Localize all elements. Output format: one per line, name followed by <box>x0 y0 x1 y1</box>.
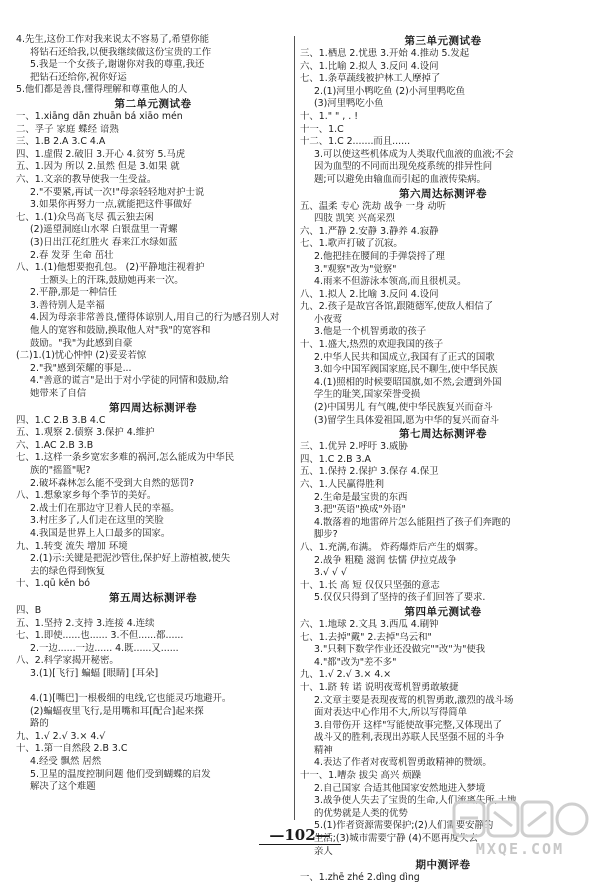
answer-line: 脚步? <box>314 529 338 541</box>
answer-line: 2.战士们在那边守卫着人民的幸福。 <box>30 502 180 514</box>
answer-line: 十、1.盛大,热烈的欢迎我国的孩子 <box>300 339 444 351</box>
answer-line: 鼓励。"我"为此感到自豪 <box>30 337 133 349</box>
answer-line: 八、1.(1)他想要抱孔包。 (2)平静地注视着护 <box>16 262 205 274</box>
answer-line: 2.破坏森林怎么能不受到大自然的惩罚? <box>30 477 194 489</box>
answer-line: 四、1.虚假 2.破旧 3.开心 4.贫穷 5.马虎 <box>16 148 186 160</box>
answer-line: 4.因为母亲非常善良,懂得体谅别人,用自己的行为感召别人对 <box>30 312 280 324</box>
answer-line: (3)日出江花红胜火 春来江水绿如蓝 <box>30 236 178 248</box>
answer-line: 她带来了自信 <box>30 388 87 400</box>
answer-line: 八、2.科学家揭开秘密。 <box>16 655 119 667</box>
column-divider <box>294 36 295 820</box>
answer-line: 四、B <box>16 604 42 616</box>
answer-line: 九、1.√ 2.√ 3.× 4.× <box>300 669 392 681</box>
answer-line: 2."不要紧,再试一次!"母亲轻轻地对护士说 <box>30 186 205 198</box>
answer-line: 八、1.拟人 2.比喻 3.反问 4.设问 <box>300 288 439 300</box>
answer-line: 3.村庄多了,人们走在这里的笑脸 <box>30 515 164 527</box>
section-heading: 第五周达标测评卷 <box>109 591 197 604</box>
answer-line: 2.生命是最宝贵的东西 <box>314 491 408 503</box>
answer-line: 九、1.√ 2.√ 3.× 4.√ <box>16 730 106 742</box>
answer-line: 七、1.(1)众鸟高飞尽 孤云独去闲 <box>16 211 154 223</box>
answer-line: 学生的耻笑,国家荣誉受损 <box>314 389 421 401</box>
answer-line: 4."善意的谎言"是出于对小学徒的同情和鼓励,给 <box>30 375 229 387</box>
answer-line: 六、1.AC 2.B 3.B <box>16 439 94 451</box>
answer-line: 十、1.qū kěn bó <box>16 578 91 590</box>
answer-line: 五、1.坚持 2.支持 3.连接 4.连续 <box>16 617 155 629</box>
answer-line: 八、1.想象家乡每个季节的美好。 <box>16 490 157 502</box>
watermark <box>450 798 590 860</box>
answer-line: 5.(1)作者资源需要保护;(2)人们需要安静的 <box>314 820 494 832</box>
answer-line: 去的绿色得到恢复 <box>30 565 106 577</box>
answer-line: 精神 <box>314 744 333 756</box>
answer-line: 面对表达中心作用不大,所以写得简单 <box>314 707 467 719</box>
answer-line: 3.战争使人失去了宝贵的生命,人们流离失所,土地 <box>314 795 517 807</box>
answer-line: 3."观察"改为"觉察" <box>314 263 397 275</box>
answer-line: 4.我国是世界上人口最多的国家。 <box>30 527 171 539</box>
answer-line: 解决了这个难题 <box>30 781 96 793</box>
answer-line: 2.(1)示:关键是把泥沙管住,保护好上游植被,使失 <box>30 553 231 565</box>
answer-line: 4.散落着的地雷碎片怎么能阻挡了孩子们奔跑的 <box>314 516 511 528</box>
answer-line: 小夜莺 <box>314 313 343 325</box>
answer-line: 4.(1)照相的时候要昭国旗,如不然,会遭到外国 <box>314 376 502 388</box>
answer-line: 十、1.长 高 短 仅仅只坚强的意志 <box>300 579 440 591</box>
answer-line: (二)1.(1)忧心忡忡 (2)妥妥若惊 <box>16 350 147 362</box>
answer-line: 把钻石还给你,祝你好运 <box>30 71 127 83</box>
answer-line: 2.平静,那是一种信任 <box>30 287 117 299</box>
answer-line: 三、1.优异 2.呼吁 3.威胁 <box>300 441 408 453</box>
answer-line: 2.春 发芽 生命 茁壮 <box>30 249 114 261</box>
answer-line: 五、1.保持 2.保护 3.保存 4.保卫 <box>300 466 439 478</box>
answer-line: 六、1.严静 2.安静 3.静养 4.寂静 <box>300 225 439 237</box>
answer-line: 2.一边......一边...... 4.既......又...... <box>30 642 179 654</box>
answer-line: (2)遥望洞庭山水翠 白银盘里一青螺 <box>30 224 178 236</box>
answer-line: 4.雨来不但游泳本领高,而且很机灵。 <box>314 276 467 288</box>
answer-line: 六、1.地球 2.文具 3.西瓜 4.刷钟 <box>300 618 439 630</box>
answer-line: 3.可以使这些机体成为人类取代血液的血液;不会 <box>314 148 514 160</box>
answer-line: 题;可以避免由输血而引起的血液传染病。 <box>314 173 486 185</box>
answer-line: 三、1.B 2.A 3.C 4.A <box>16 136 106 148</box>
answer-line: 战斗又的胜利,表现出苏联人民坚强不屈的斗争 <box>314 732 505 744</box>
answer-line: 2.(1)河里小鸭吃鱼 (2)小河里鸭吃鱼 <box>314 85 465 97</box>
answer-line: 七、1.这样一条乡宽宏多难的祸河,怎么能成为中华民 <box>16 452 235 464</box>
section-heading: 第三单元测试卷 <box>404 35 482 47</box>
answer-line: 一、1.xiāng dān zhuān bá xiāo mén <box>16 110 183 122</box>
answer-line: 十一、1.C <box>300 123 344 135</box>
answer-line: 4.表达了作者对夜莺机智勇敢精神的赞颂。 <box>314 757 492 769</box>
answer-line: 2.中华人民共和国成立,我国有了正式的国歌 <box>314 351 495 363</box>
answer-line: 4."都"改为"差不多" <box>314 656 397 668</box>
answer-line: 将钻石还给我,以便我继续做这份宝贵的工作 <box>30 46 212 58</box>
page-number-text: —102— <box>259 826 340 845</box>
answer-line: 族的"摇篮"呢? <box>30 465 91 476</box>
answer-line: 七、1.条草蔬线被护林工人摩掉了 <box>300 73 441 85</box>
answer-line: 七、1.歌声打破了沉寂。 <box>300 238 403 250</box>
answer-line: 2.战争 粗糙 滋润 怯懦 伊拉克战争 <box>314 554 457 566</box>
answer-line: 5.仅仅只得到了坚持的孩子们回答了要求. <box>314 592 486 604</box>
answer-line: 因为血型的不同而出现免疫系统的排异性问 <box>314 161 493 173</box>
answer-line: 2."我"感到荣耀的事是... <box>30 362 132 374</box>
answer-line: 十、1.第一自然段 2.B 3.C <box>16 743 128 755</box>
answer-line: (2)中国男儿 有气魄,使中华民族复兴而奋斗 <box>314 402 493 414</box>
watermark-text: MXQE.COM <box>475 840 565 858</box>
answer-line: 五、1.因为 所以 2.虽然 但是 3.如果 就 <box>16 161 180 173</box>
answer-line: 二、孚子 家庭 蝶经 谙熟 <box>16 123 119 135</box>
answer-line: (3)留学生具体爱祖国,愿为中华的复兴而奋斗 <box>314 414 500 426</box>
section-heading: 第六周达标测评卷 <box>399 187 487 200</box>
answer-line: 三、1.栖息 2.忧患 3.开始 4.推动 5.发起 <box>300 48 470 59</box>
answer-line: 2.他把挂在腰间的手弹袋捋了理 <box>314 250 445 262</box>
answer-line: 四、1.C 2.B 3.B 4.C <box>16 414 106 426</box>
answer-line: 3.√ √ √ <box>314 567 347 579</box>
answer-line: 3."只剩下数学作业还没做完""改"为"使我 <box>314 644 486 656</box>
answer-line: 3.把"英语"换成"外语" <box>314 504 406 516</box>
answer-line: 九、2.孩子是故宫各馆,跟随德军,使敌人相信了 <box>300 301 494 313</box>
answer-line: 一、1.zhē zhé 2.dìng dìng <box>300 872 420 884</box>
answer-line: 3.(1)[飞行] 蝙蝠 [眼睛] [耳朵] <box>30 667 159 679</box>
answer-line: 5.卫星的温度控制问题 他们受到蝴蝶的启发 <box>30 768 211 780</box>
answer-line: 3.如果你再努力一点,就能把这件事做好 <box>30 199 192 211</box>
answer-line: 四肢 凯笑 兴高采烈 <box>314 213 395 225</box>
answer-line: 十、1.跻 转 诺 说明夜莺机智勇敢敏捷 <box>300 681 459 693</box>
answer-line: 生活;(3)城市需要宁静 (4)不愿再度失去 <box>314 833 478 845</box>
answer-line <box>16 681 290 694</box>
answer-line: 六、1.比喻 2.拟人 3.反问 4.设问 <box>300 60 439 72</box>
section-heading: 期中测评卷 <box>415 859 471 872</box>
answer-line: 4.经受 飘然 居然 <box>30 756 102 768</box>
answer-line: 5.我是一个女孩子,谢谢你对我的尊重,我还 <box>30 59 205 71</box>
answer-line: 五、温柔 专心 洗劫 战争 一身 动听 <box>300 200 447 212</box>
answer-line: 亲人 <box>314 845 333 857</box>
answer-line: 4.(1)[嘴巴]一根极细的电线,它也能灵巧地避开。 <box>30 693 232 705</box>
answer-line: 的优势就是人类的优势 <box>314 807 408 819</box>
answer-line: 3.自带伤开 这样"写能使故事完整,又体现出了 <box>314 719 502 731</box>
left-column <box>16 34 290 794</box>
answer-line: (3)河里鸭吃小鱼 <box>314 98 384 110</box>
answer-line: 十二、1.C 2.......而且...... <box>300 136 411 148</box>
watermark-logo-icon <box>450 798 590 842</box>
answer-line: 2.文章主要是表现夜莺的机智勇敢,激烈的战斗场 <box>314 694 514 706</box>
section-heading: 第二单元测试卷 <box>114 97 192 110</box>
section-heading: 第七周达标测评卷 <box>399 428 487 441</box>
answer-line: 3.如今中国军阀国家庭,民不聊生,使中华民族 <box>314 364 498 376</box>
answer-line: 七、1.去掉"戴" 2.去掉"乌云和" <box>300 631 432 643</box>
answer-line: 路的 <box>30 718 49 730</box>
answer-line: 2.自己国家 合适其他国家安然地进入梦境 <box>314 782 486 794</box>
answer-line: 十、1." " , . ! <box>300 110 358 122</box>
answer-line: 3.善待别人是幸福 <box>30 299 105 311</box>
answer-line: 他人的宽容和鼓励,换取他人对"我"的宽容和 <box>30 325 211 337</box>
answer-line: 四、1.C 2.B 3.A <box>300 453 371 465</box>
answer-line: 十一、1.嘈杂 拔尖 高兴 烦躁 <box>300 770 422 782</box>
answer-line: 士额头上的汗珠,鼓励她再来一次。 <box>40 274 184 286</box>
answer-line: (2)蝙蝠夜里飞行,是用嘴和耳[配合]起来探 <box>30 705 204 717</box>
answer-line: 六、1.文亲的教导使我一生受益。 <box>16 173 157 185</box>
answer-line: 九、1.转变 流失 增加 环境 <box>16 540 128 552</box>
answer-line: 4.先生,这份工作对我来说太不容易了,希望你能 <box>16 34 210 45</box>
section-heading: 第四周达标测评卷 <box>109 401 197 414</box>
answer-line: 3.他是一个机智勇敢的孩子 <box>314 326 427 338</box>
answer-line: 五、1.观察 2.债察 3.保护 4.维护 <box>16 427 155 439</box>
answer-line: 5.他们都是善良,懂得理解和尊重他人的人 <box>16 84 188 96</box>
section-heading: 第四单元测试卷 <box>404 605 482 618</box>
answer-line: 七、1.即使......也...... 3.不但......都...... <box>16 630 184 642</box>
answer-line: 六、1.人民赢得胜利 <box>300 479 384 490</box>
answer-line: 八、1.充满,布满。 炸药爆炸后产生的烟雾。 <box>300 541 484 553</box>
right-column <box>300 34 586 885</box>
